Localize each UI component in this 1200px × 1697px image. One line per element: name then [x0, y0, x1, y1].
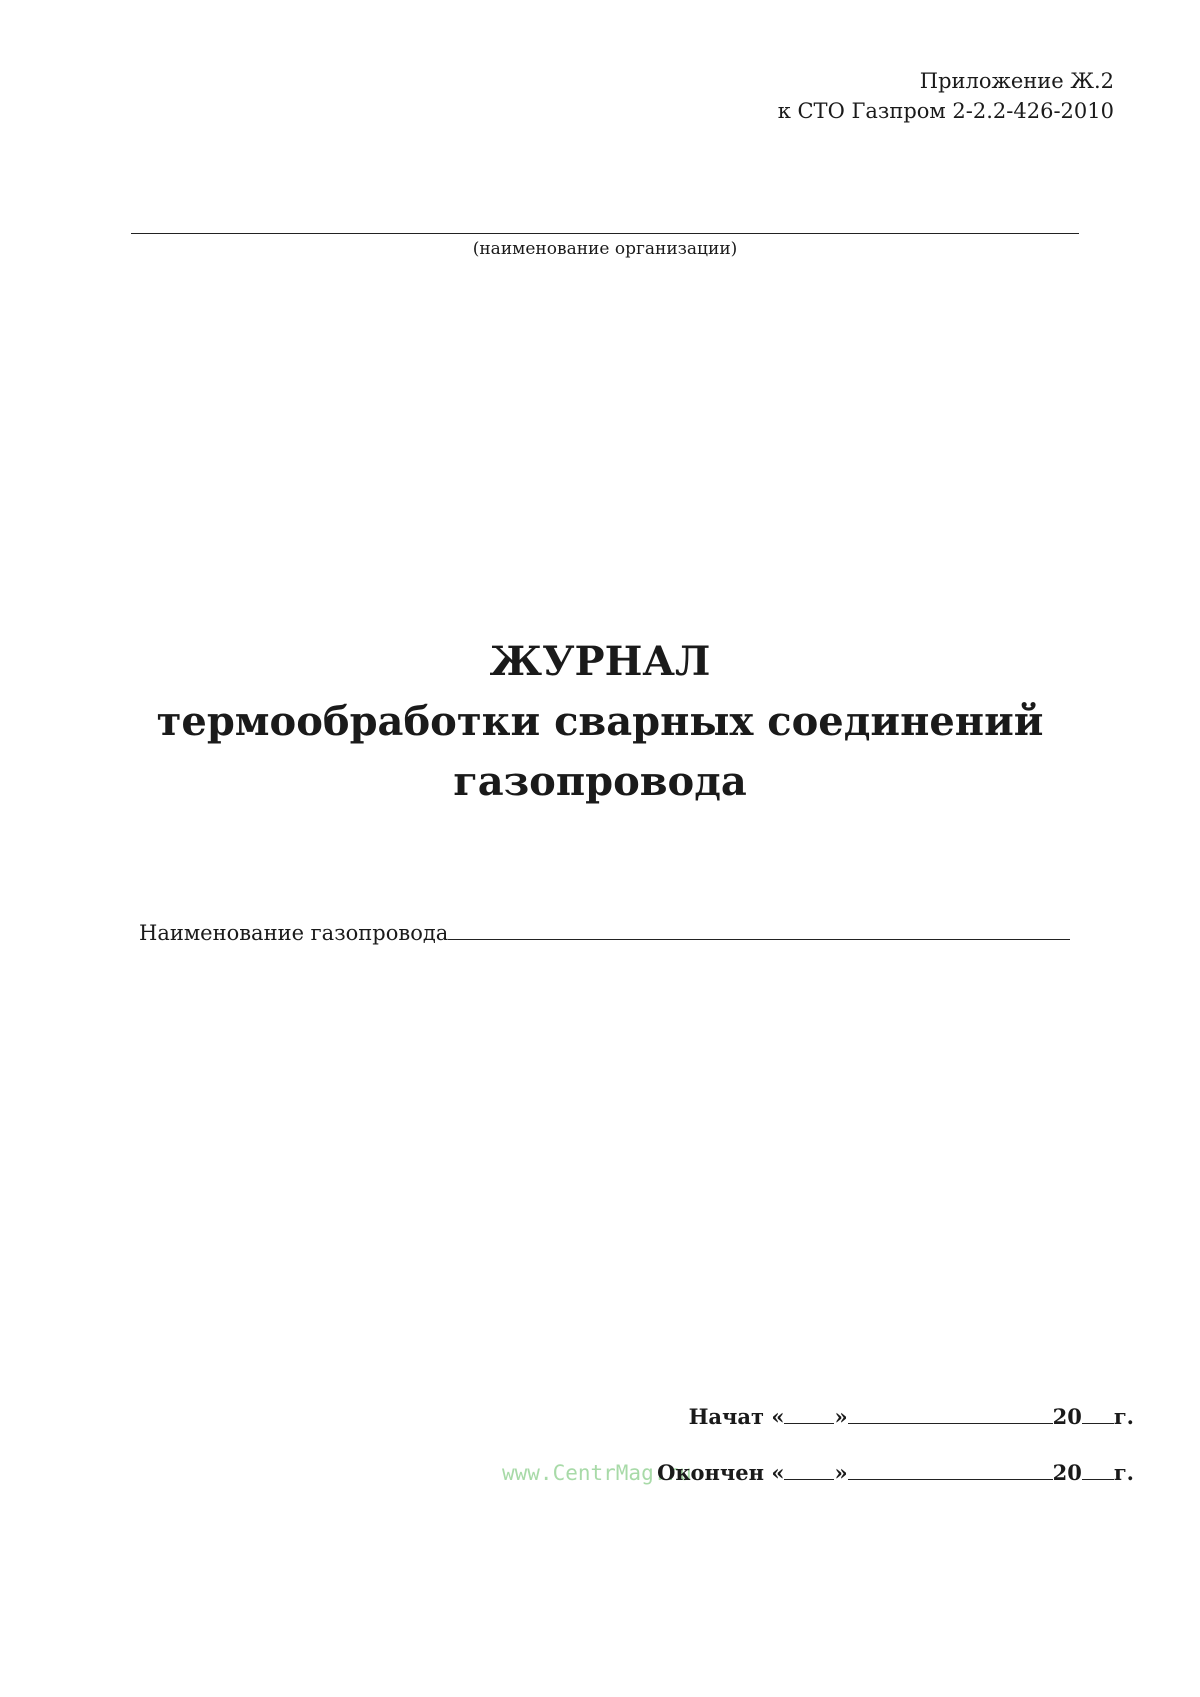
start-year-blank [1082, 1403, 1114, 1424]
start-year-suffix: г. [1113, 1404, 1134, 1429]
end-date-label: Окончен « [657, 1460, 785, 1485]
title-line-3: газопровода [453, 758, 747, 805]
start-date-label: Начат « [688, 1404, 785, 1429]
pipeline-name-field [139, 918, 1070, 948]
start-month-blank [848, 1403, 1053, 1424]
end-date-field [657, 1458, 1134, 1488]
watermark: www.CentrMag.ru [502, 1461, 692, 1485]
end-year-prefix: 20 [1052, 1460, 1082, 1485]
appendix-reference [778, 66, 1114, 126]
end-day-blank [784, 1459, 834, 1480]
end-quote-close: » [834, 1460, 848, 1485]
end-month-blank [848, 1459, 1053, 1480]
end-year-suffix: г. [1113, 1460, 1134, 1485]
organization-name-line [131, 233, 1079, 234]
appendix-line-2: к СТО Газпром 2-2.2-426-2010 [777, 99, 1114, 123]
start-year-prefix: 20 [1052, 1404, 1082, 1429]
organization-caption: (наименование организации) [472, 239, 738, 259]
start-day-blank [784, 1403, 834, 1424]
pipeline-name-label: Наименование газопровода [139, 921, 449, 945]
title-line-1: ЖУРНАЛ [489, 638, 711, 685]
pipeline-name-blank [448, 919, 1070, 940]
start-date-field [689, 1402, 1134, 1432]
end-year-blank [1082, 1459, 1114, 1480]
document-title [0, 632, 1200, 812]
start-quote-close: » [834, 1404, 848, 1429]
appendix-line-1: Приложение Ж.2 [919, 69, 1114, 93]
title-line-2: термообработки сварных соединений [156, 698, 1044, 745]
